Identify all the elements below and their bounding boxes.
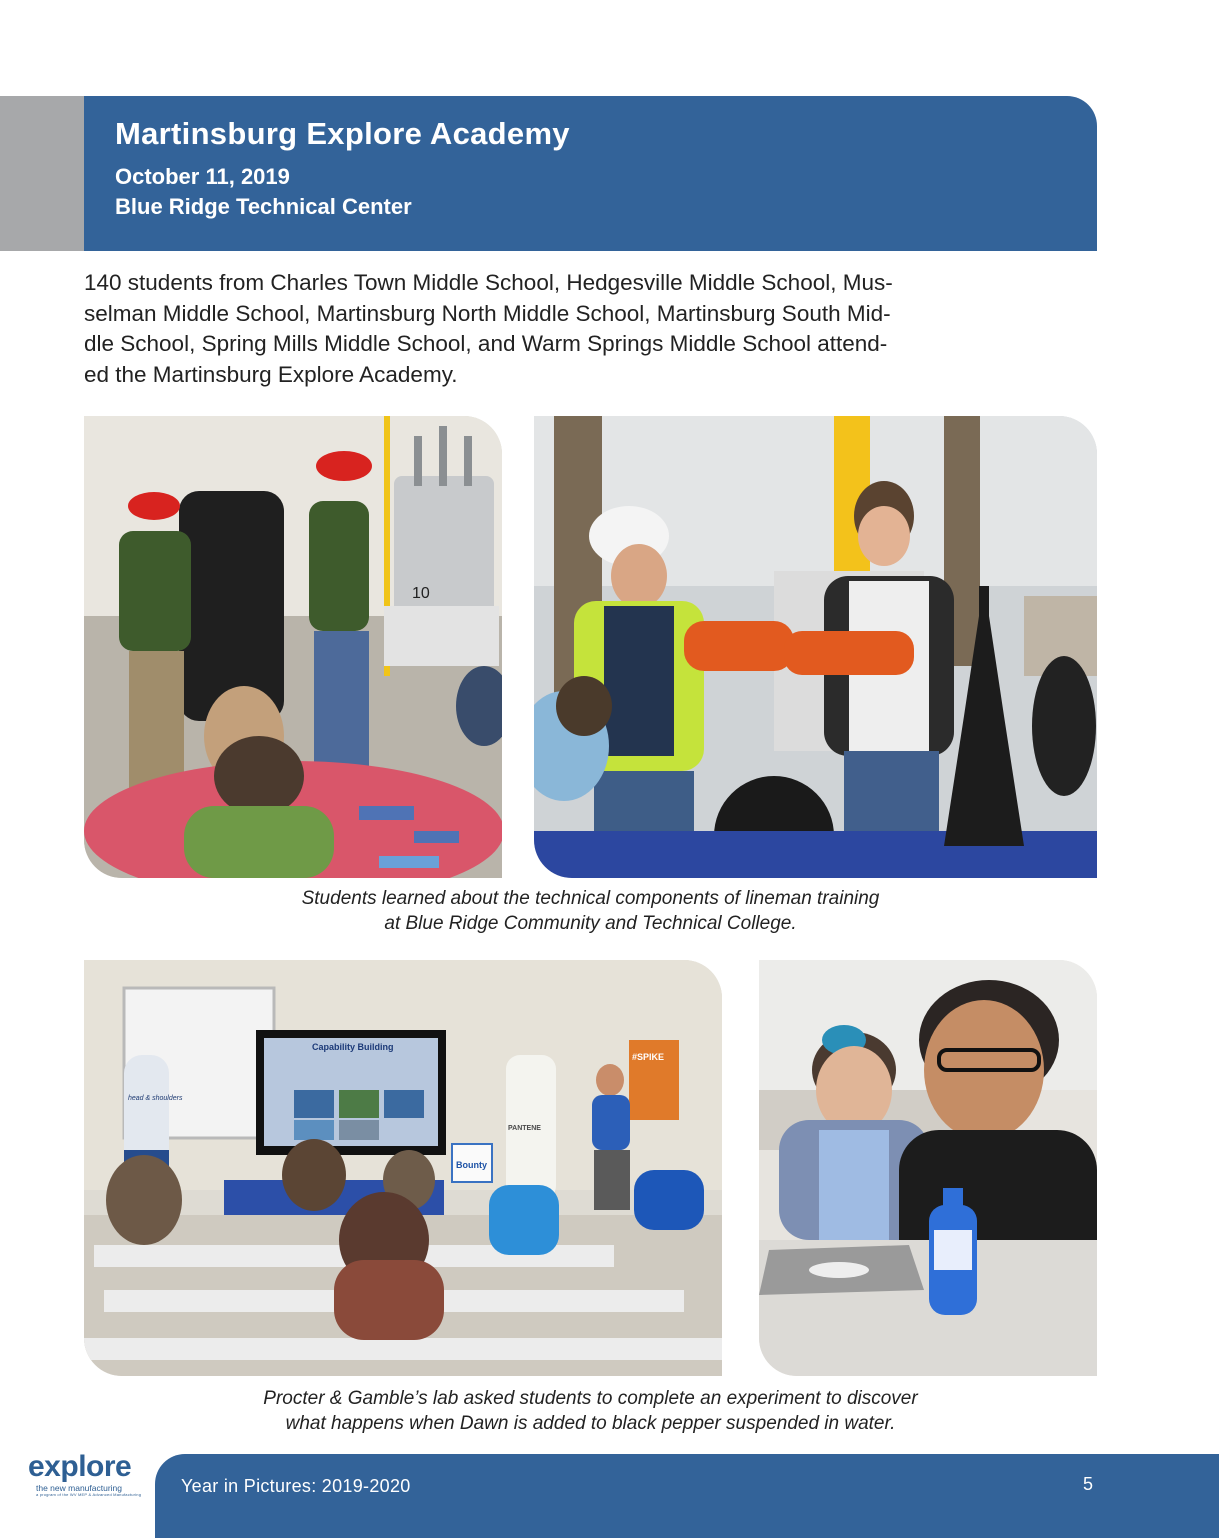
intro-paragraph (84, 268, 1084, 390)
caption-pg-lab (84, 1386, 1097, 1436)
logo-tagline: the new manufacturing (36, 1483, 122, 1493)
explore-logo (28, 1452, 148, 1497)
event-date: October 11, 2019 (115, 164, 290, 189)
photo-pg-experiment (759, 960, 1097, 1376)
photo-lineman-demo (84, 416, 502, 878)
slide-title: Capability Building (312, 1042, 394, 1052)
header-gray-tab (0, 96, 84, 251)
footer-year-text: Year in Pictures: 2019-2020 (181, 1476, 411, 1496)
intro-line: 140 students from Charles Town Middle School, Hedgesville Middle School, Mus- (84, 270, 893, 295)
bottle-label-2: PANTENE (508, 1125, 541, 1132)
svg-text:10: 10 (412, 585, 430, 602)
photo-lineman-demo-image (84, 416, 502, 878)
photo-pg-classroom-image (84, 960, 722, 1376)
intro-line: dle School, Spring Mills Middle School, and Warm Springs Middle School attend- (84, 331, 888, 356)
intro-line: ed the Martinsburg Explore Academy. (84, 361, 458, 387)
caption-line: Students learned about the technical components of lineman training (301, 888, 880, 909)
intro-line: selman Middle School, Martinsburg North Middle School, Martinsburg South Mid- (84, 300, 891, 326)
page-title: Martinsburg Explore Academy (115, 116, 570, 151)
photo-glove-demo-image (534, 416, 1097, 878)
caption-line: what happens when Dawn is added to black pepper suspended in water. (285, 1413, 896, 1434)
logo-subline: a program of the WV MEP & Advanced Manufacturing (36, 1492, 142, 1497)
logo-wordmark: explore (28, 1450, 132, 1483)
event-venue: Blue Ridge Technical Center (115, 194, 412, 219)
bottle-label-1: head & shoulders (128, 1095, 183, 1102)
header-banner (84, 96, 1097, 251)
caption-line: Procter & Gamble’s lab asked students to complete an experiment to discover (263, 1388, 918, 1409)
page-number: 5 (1083, 1474, 1094, 1494)
caption-line: at Blue Ridge Community and Technical College. (384, 913, 797, 934)
product-label: Bounty (456, 1160, 487, 1170)
photo-pg-classroom (84, 960, 722, 1376)
footer-bar (155, 1454, 1219, 1538)
caption-lineman (84, 886, 1097, 936)
photo-pg-experiment-image (759, 960, 1097, 1376)
photo-glove-demo (534, 416, 1097, 878)
poster-text: #SPIKE (632, 1052, 665, 1062)
